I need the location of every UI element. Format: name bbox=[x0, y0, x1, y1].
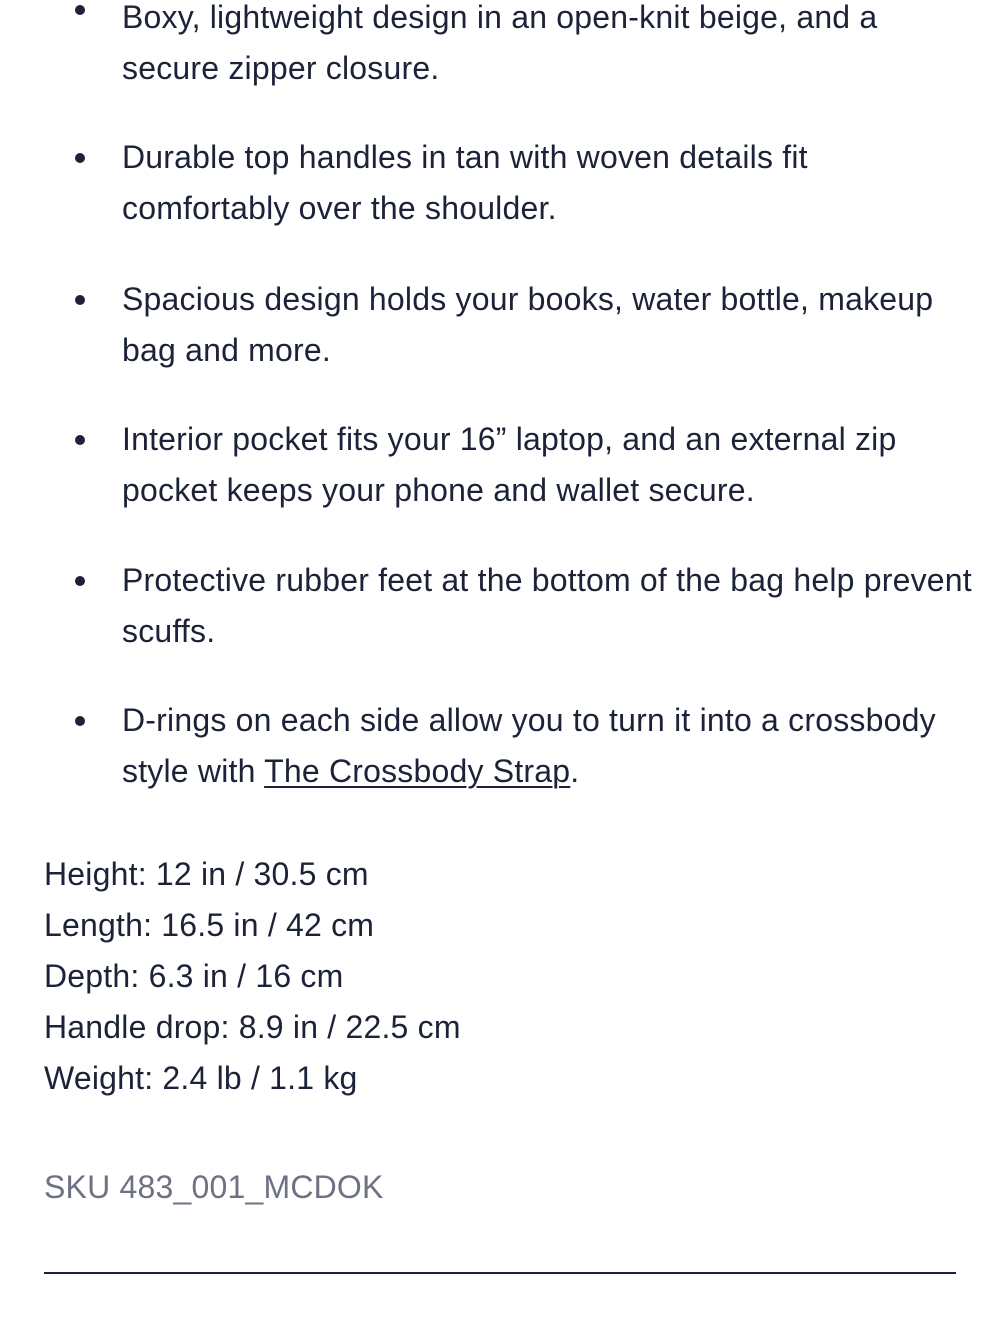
feature-text: Interior pocket fits your 16” laptop, and an external zip pocket keeps your phone and wallet secure. bbox=[122, 421, 897, 508]
feature-text: Spacious design holds your books, water bottle, makeup bag and more. bbox=[122, 281, 934, 368]
spec-list bbox=[44, 849, 461, 1104]
bullet-dot bbox=[75, 295, 85, 305]
feature-text: Durable top handles in tan with woven details fit comfortably over the shoulder. bbox=[122, 139, 808, 226]
feature-text-after: . bbox=[570, 753, 580, 789]
spec-height: Height: 12 in / 30.5 cm bbox=[44, 856, 369, 892]
feature-text: Boxy, lightweight design in an open-knit beige, and a secure zipper closure. bbox=[122, 0, 878, 86]
spec-length: Length: 16.5 in / 42 cm bbox=[44, 907, 375, 943]
feature-text bbox=[122, 695, 972, 797]
feature-text-before: D-rings on each side allow you to turn it into a crossbody style with bbox=[122, 702, 936, 789]
bullet-dot bbox=[75, 435, 85, 445]
spec-depth: Depth: 6.3 in / 16 cm bbox=[44, 958, 344, 994]
bullet-dot bbox=[75, 576, 85, 586]
spec-handle-drop: Handle drop: 8.9 in / 22.5 cm bbox=[44, 1009, 461, 1045]
crossbody-strap-link[interactable]: The Crossbody Strap bbox=[264, 753, 571, 789]
divider bbox=[44, 1272, 956, 1274]
bullet-dot bbox=[75, 716, 85, 726]
spec-weight: Weight: 2.4 lb / 1.1 kg bbox=[44, 1060, 358, 1096]
sku-label: SKU 483_001_MCDOK bbox=[44, 1169, 384, 1205]
bullet-dot bbox=[75, 153, 85, 163]
feature-text: Protective rubber feet at the bottom of the bag help prevent scuffs. bbox=[122, 562, 972, 649]
bullet-dot bbox=[75, 5, 85, 15]
